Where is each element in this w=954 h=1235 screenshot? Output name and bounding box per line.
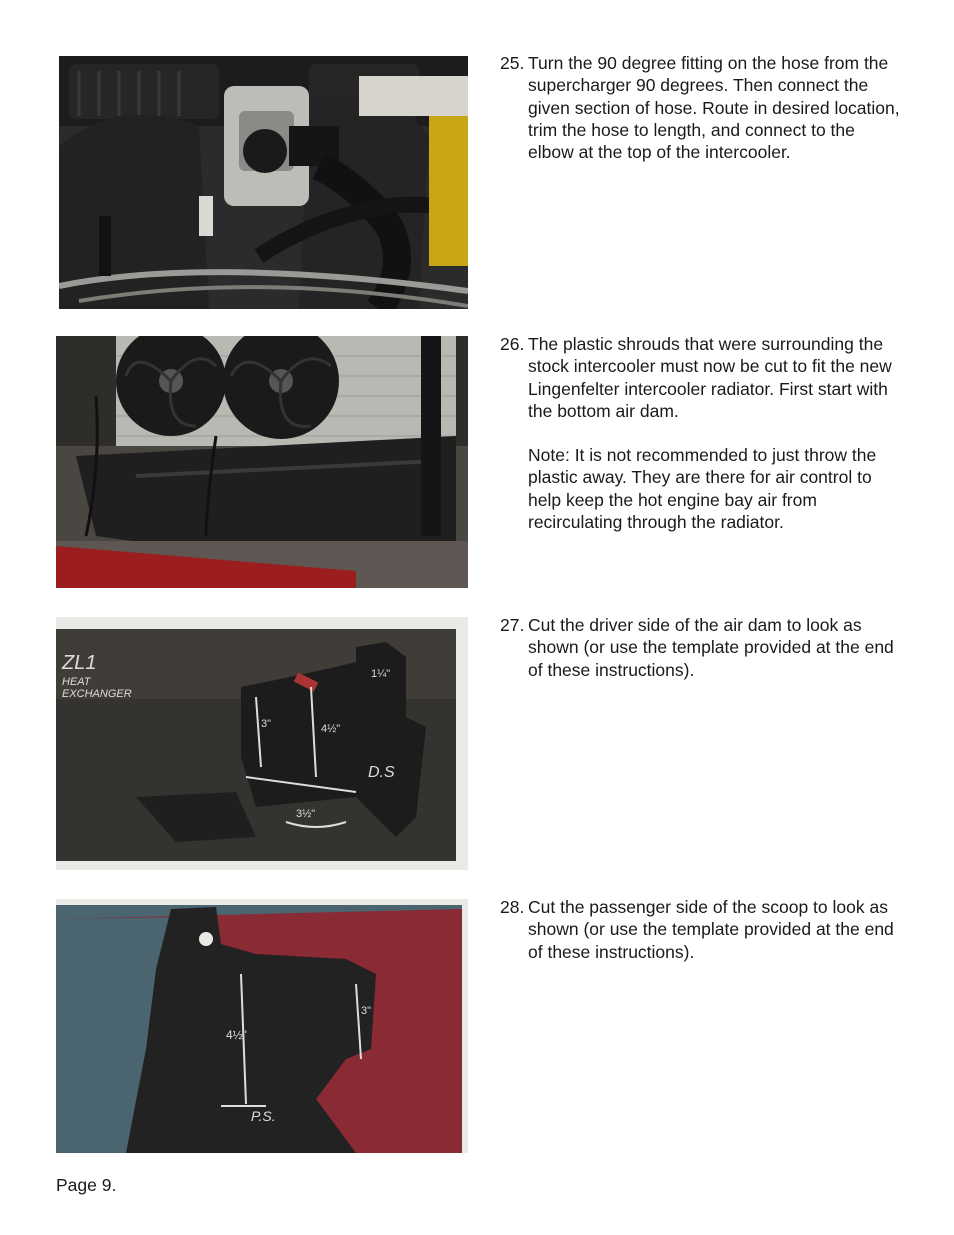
photo-supercharger-hose	[59, 56, 468, 309]
photo4-measure-2: 3"	[361, 1005, 372, 1017]
step-25	[500, 52, 900, 163]
page-number: Page 9.	[56, 1175, 117, 1195]
photo3-measure-4: 1¼"	[371, 668, 391, 680]
step-number: 25.	[500, 53, 525, 73]
step-28	[500, 896, 900, 963]
photo3-side-mark: D.S	[368, 764, 395, 781]
step-26	[500, 333, 900, 533]
step-text: Cut the driver side of the air dam to look as shown (or use the template provided at the end of these instructions).	[528, 615, 894, 680]
step-text: The plastic shrouds that were surrounding the stock intercooler must now be cut to fit the new Lingenfelter intercooler radiator. First start with the bottom air dam.	[528, 334, 892, 421]
photo-fans-air-dam	[56, 336, 468, 588]
photo3-line2: EXCHANGER	[62, 688, 132, 700]
photo4-side-mark: P.S.	[251, 1108, 276, 1124]
step-number: 27.	[500, 615, 525, 635]
photo3-measure-1: 3"	[261, 718, 272, 730]
photo4-measure-1: 4½"	[226, 1028, 247, 1042]
step-note: Note: It is not recommended to just throw the plastic away. They are there for air control to help keep the hot engine bay air from recirculating through the radiator.	[528, 445, 877, 533]
step-text: Turn the 90 degree fitting on the hose from the supercharger 90 degrees. Then connect the given section of hose. Route in desired location, trim the hose to length, and connect to the elbow at the top of the intercooler.	[528, 53, 900, 163]
step-number: 26.	[500, 334, 525, 354]
step-number: 28.	[500, 897, 525, 917]
photo3-title: ZL1	[62, 652, 97, 674]
photo3-line1: HEAT	[62, 676, 91, 688]
step-text: Cut the passenger side of the scoop to look as shown (or use the template provided at the end of these instructions).	[528, 897, 894, 962]
step-27	[500, 614, 900, 681]
photo-driver-side-air-dam	[56, 617, 468, 870]
photo-passenger-side-scoop	[56, 899, 468, 1153]
photo3-measure-3: 3½"	[296, 808, 316, 820]
photo3-measure-2: 4½"	[321, 723, 341, 735]
